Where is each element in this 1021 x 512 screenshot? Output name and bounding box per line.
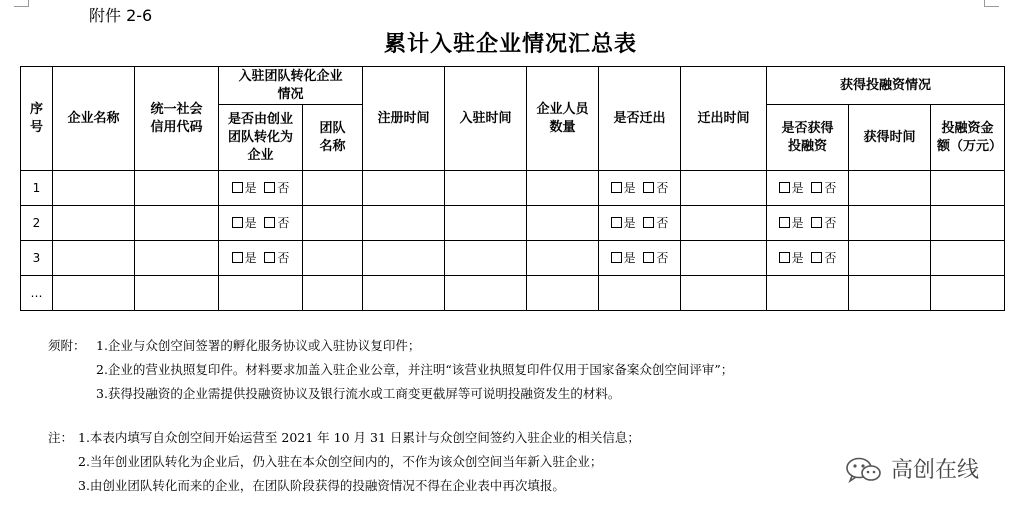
- attachment-label: 附件 2-6: [89, 6, 153, 25]
- header-staff-count: 企业人员数量: [527, 67, 599, 171]
- cell-team-converted[interactable]: [219, 276, 303, 311]
- header-financing-time: 获得时间: [849, 105, 931, 171]
- note-item: 3.由创业团队转化而来的企业，在团队阶段获得的投融资情况不得在企业表中再次填报。: [78, 478, 565, 493]
- cell-move-out-time[interactable]: [681, 276, 767, 311]
- moved-out-options: 是 否: [599, 241, 681, 276]
- cell-company-name[interactable]: [53, 206, 135, 241]
- got-financing-options: 是 否: [767, 241, 849, 276]
- cell-financing-amount[interactable]: [931, 171, 1005, 206]
- header-financing-amount: 投融资金额（万元）: [931, 105, 1005, 171]
- cell-staff-count[interactable]: [527, 241, 599, 276]
- notes-label: 注：: [48, 430, 74, 445]
- checkbox-yes[interactable]: [611, 182, 622, 193]
- cell-financing-time[interactable]: [849, 241, 931, 276]
- cell-register-time[interactable]: [363, 206, 445, 241]
- cell-team-name[interactable]: [303, 241, 363, 276]
- got-financing-options: 是 否: [767, 206, 849, 241]
- checkbox-yes[interactable]: [232, 252, 243, 263]
- cell-settle-time[interactable]: [445, 276, 527, 311]
- page-title: 累计入驻企业情况汇总表: [383, 31, 637, 57]
- got-financing-options: 是 否: [767, 171, 849, 206]
- header-seq: 序号: [21, 67, 53, 171]
- cell-team-name[interactable]: [303, 276, 363, 311]
- header-moved-out: 是否迁出: [599, 67, 681, 171]
- cell-settle-time[interactable]: [445, 206, 527, 241]
- cell-financing-time[interactable]: [849, 206, 931, 241]
- cell-got-financing[interactable]: [767, 276, 849, 311]
- team-converted-options: 是 否: [219, 206, 303, 241]
- table-row: [21, 171, 1005, 206]
- checkbox-yes[interactable]: [232, 217, 243, 228]
- row-seq: 1: [21, 171, 53, 206]
- cell-moved-out[interactable]: [599, 276, 681, 311]
- row-seq: 2: [21, 206, 53, 241]
- checkbox-yes[interactable]: [611, 217, 622, 228]
- table-row: [21, 206, 1005, 241]
- team-converted-options: 是 否: [219, 241, 303, 276]
- cell-register-time[interactable]: [363, 241, 445, 276]
- cell-credit-code[interactable]: [135, 171, 219, 206]
- cell-move-out-time[interactable]: [681, 206, 767, 241]
- table-row: [21, 276, 1005, 311]
- checkbox-yes[interactable]: [779, 182, 790, 193]
- cell-financing-time[interactable]: [849, 171, 931, 206]
- cell-company-name[interactable]: [53, 241, 135, 276]
- checkbox-no[interactable]: [643, 252, 654, 263]
- cell-team-name[interactable]: [303, 171, 363, 206]
- cell-company-name[interactable]: [53, 171, 135, 206]
- cell-financing-time[interactable]: [849, 276, 931, 311]
- checkbox-yes[interactable]: [611, 252, 622, 263]
- checkbox-no[interactable]: [811, 182, 822, 193]
- checkbox-yes[interactable]: [232, 182, 243, 193]
- checkbox-yes[interactable]: [779, 252, 790, 263]
- crop-mark-right: [984, 0, 999, 7]
- requirement-item: 3.获得投融资的企业需提供投融资协议及银行流水或工商变更截屏等可说明投融资发生的材料。: [96, 386, 621, 401]
- cell-credit-code[interactable]: [135, 241, 219, 276]
- cell-staff-count[interactable]: [527, 206, 599, 241]
- watermark: [845, 451, 1005, 485]
- header-company-name: 企业名称: [53, 67, 135, 171]
- checkbox-no[interactable]: [264, 217, 275, 228]
- header-team-converted: 是否由创业团队转化为企业: [219, 105, 303, 171]
- header-move-out-time: 迁出时间: [681, 67, 767, 171]
- checkbox-no[interactable]: [811, 217, 822, 228]
- cell-register-time[interactable]: [363, 171, 445, 206]
- cell-credit-code[interactable]: [135, 276, 219, 311]
- watermark-text: 高创在线: [891, 458, 980, 483]
- cell-credit-code[interactable]: [135, 206, 219, 241]
- cell-company-name[interactable]: [53, 276, 135, 311]
- header-financing-group: 获得投融资情况: [767, 67, 1005, 105]
- cell-financing-amount[interactable]: [931, 276, 1005, 311]
- table-row: [21, 241, 1005, 276]
- team-converted-options: 是 否: [219, 171, 303, 206]
- checkbox-yes[interactable]: [779, 217, 790, 228]
- header-register-time: 注册时间: [363, 67, 445, 171]
- cell-staff-count[interactable]: [527, 171, 599, 206]
- cell-team-name[interactable]: [303, 206, 363, 241]
- header-team-group: 入驻团队转化企业情况: [219, 67, 363, 105]
- checkbox-no[interactable]: [643, 217, 654, 228]
- requirement-item: 2.企业的营业执照复印件。材料要求加盖入驻企业公章，并注明“该营业执照复印件仅用于国家备案众创空间评审”；: [96, 362, 734, 377]
- row-seq: 3: [21, 241, 53, 276]
- header-team-name: 团队名称: [303, 105, 363, 171]
- note-item: 1.本表内填写自众创空间开始运营至 2021 年 10 月 31 日累计与众创空间签约入驻企业的相关信息；: [78, 430, 640, 445]
- cell-financing-amount[interactable]: [931, 206, 1005, 241]
- checkbox-no[interactable]: [264, 252, 275, 263]
- note-item: 2.当年创业团队转化为企业后，仍入驻在本众创空间内的，不作为该众创空间当年新入驻企业；: [78, 454, 603, 469]
- checkbox-no[interactable]: [811, 252, 822, 263]
- cell-settle-time[interactable]: [445, 171, 527, 206]
- checkbox-no[interactable]: [264, 182, 275, 193]
- header-got-financing: 是否获得投融资: [767, 105, 849, 171]
- header-settle-time: 入驻时间: [445, 67, 527, 171]
- cell-register-time[interactable]: [363, 276, 445, 311]
- moved-out-options: 是 否: [599, 171, 681, 206]
- checkbox-no[interactable]: [643, 182, 654, 193]
- enterprise-summary-table: [20, 66, 1005, 311]
- cell-financing-amount[interactable]: [931, 241, 1005, 276]
- cell-move-out-time[interactable]: [681, 241, 767, 276]
- moved-out-options: 是 否: [599, 206, 681, 241]
- wechat-icon: [845, 457, 883, 483]
- cell-settle-time[interactable]: [445, 241, 527, 276]
- cell-staff-count[interactable]: [527, 276, 599, 311]
- row-seq: …: [21, 276, 53, 311]
- requirements-label: 须附：: [48, 338, 86, 353]
- crop-mark-left: [14, 0, 29, 7]
- cell-move-out-time[interactable]: [681, 171, 767, 206]
- header-credit-code: 统一社会信用代码: [135, 67, 219, 171]
- requirement-item: 1.企业与众创空间签署的孵化服务协议或入驻协议复印件；: [96, 338, 421, 353]
